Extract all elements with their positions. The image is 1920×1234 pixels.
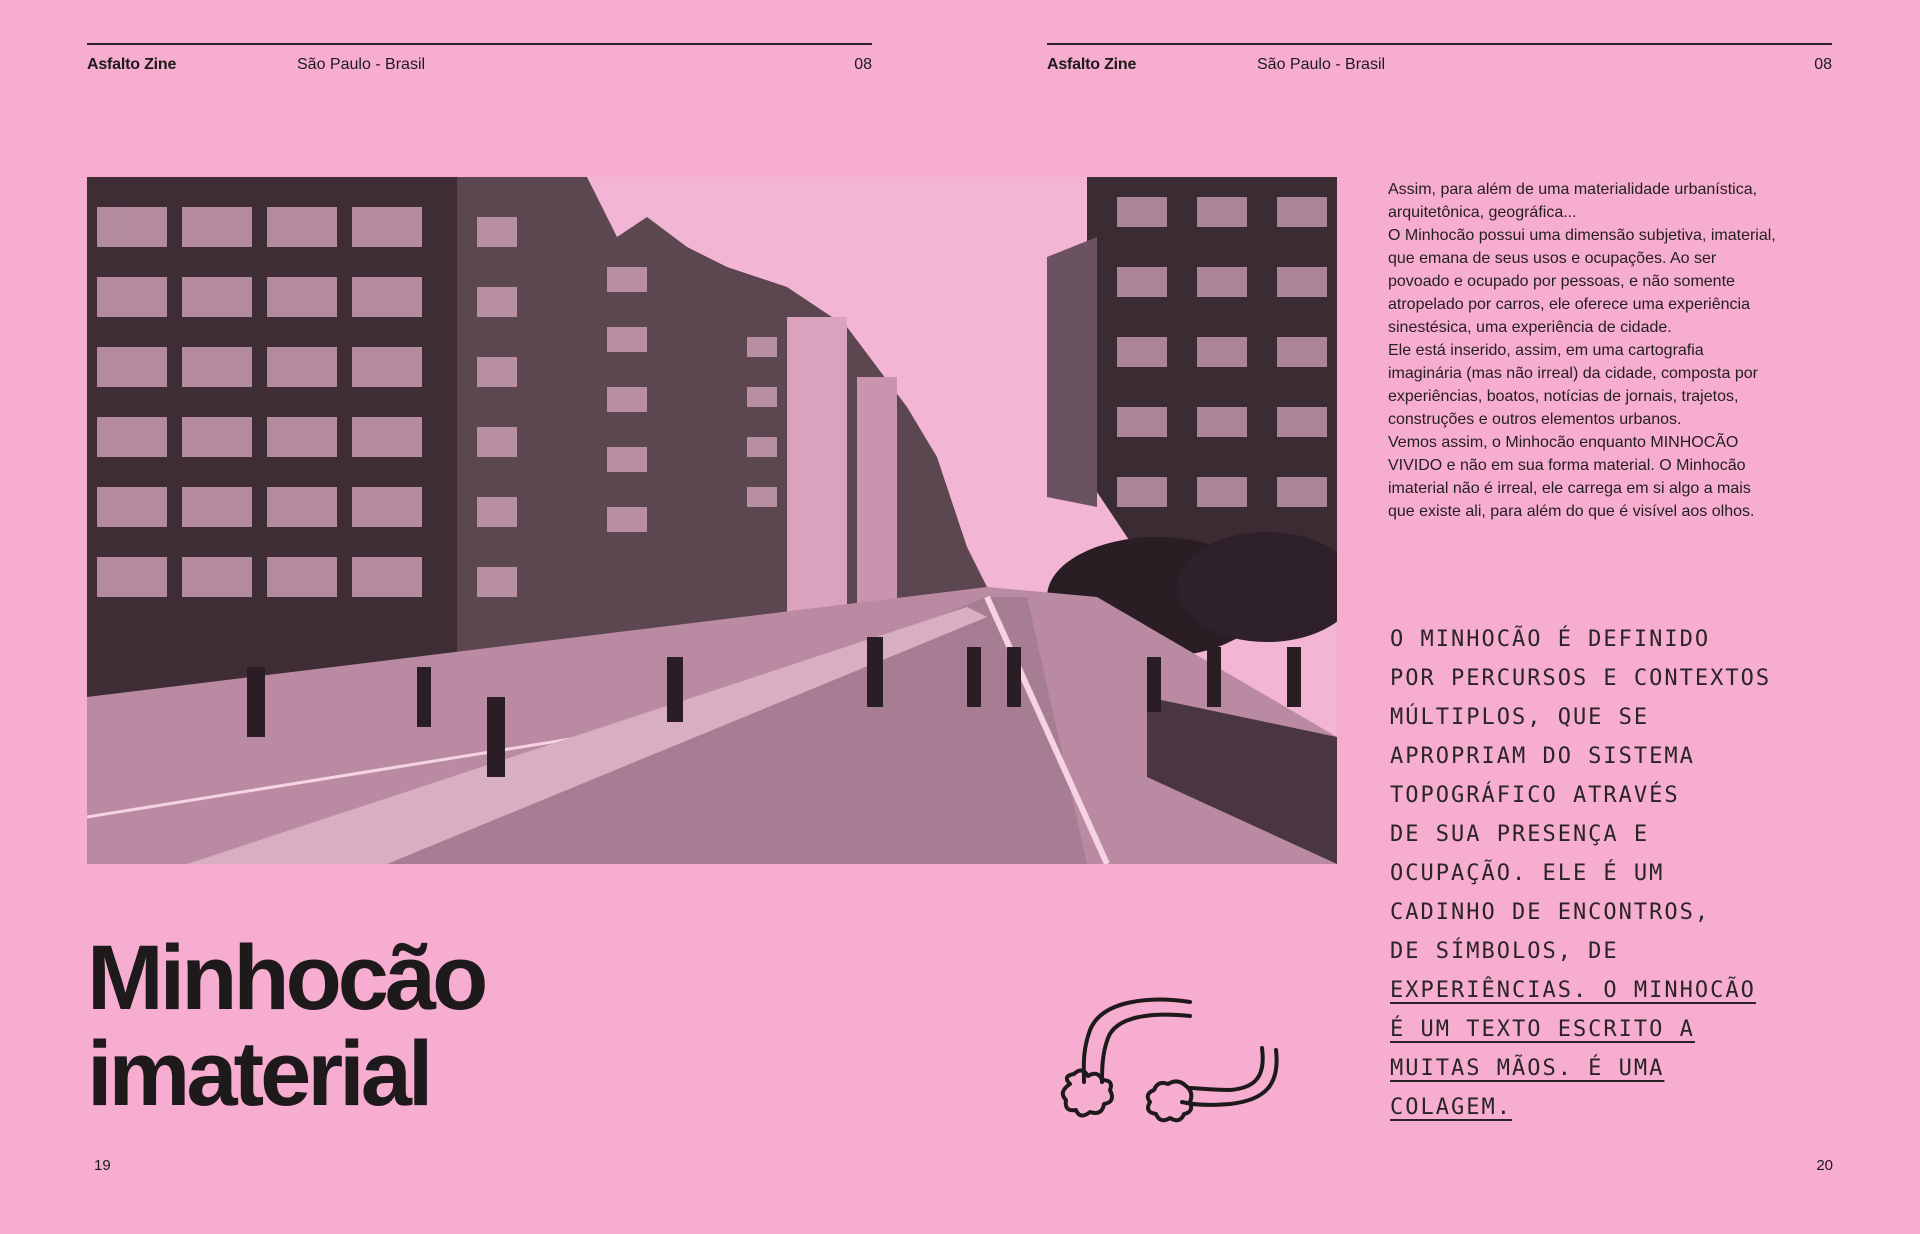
handwritten-line: APROPRIAM DO SISTEMA: [1390, 744, 1695, 769]
header-location: São Paulo - Brasil: [1257, 56, 1386, 73]
header-page-number: 08: [1814, 56, 1832, 73]
folio-right: 20: [1816, 1157, 1833, 1174]
title-line-1: Minhocão: [87, 927, 485, 1029]
handwritten-line: MÚLTIPLOS, QUE SE: [1390, 705, 1650, 730]
body-paragraph: Assim, para além de uma materialidade urbanística, arquitetônica, geográfica...: [1388, 181, 1758, 221]
folio-left: 19: [94, 1157, 111, 1174]
right-page: [960, 0, 1920, 1234]
body-paragraph: Vemos assim, o Minhocão enquanto MINHOCÃO VIVIDO e não em sua forma material. O Minhocão imaterial não é irreal, ele carrega em si algo a mais que existe ali, para além do que é visível aos olhos.: [1388, 434, 1755, 520]
header-page-number: 08: [854, 56, 872, 73]
body-paragraph: O Minhocão possui uma dimensão subjetiva, imaterial, que emana de seus usos e ocupações. Ao ser povoado e ocupado por pessoas, e não somente atropelado por carros, ele oferece uma experiência sinestésica, uma experiência de cidade.: [1388, 227, 1776, 336]
body-paragraph: Ele está inserido, assim, em uma cartografia imaginária (mas não irreal) da cidade, composta por experiências, boatos, notícias de jornais, trajetos, construções e outros elementos urbanos.: [1388, 342, 1758, 428]
title-line-2: imaterial: [87, 1023, 430, 1125]
header-zine-name: Asfalto Zine: [1047, 56, 1137, 73]
handwritten-line: TOPOGRÁFICO ATRAVÉS: [1390, 783, 1680, 808]
handwritten-note: [1390, 620, 1810, 1127]
handwritten-line: DE SÍMBOLOS, DE: [1390, 939, 1619, 964]
handwritten-line: DE SUA PRESENÇA E: [1390, 822, 1650, 847]
handwritten-line: EXPERIÊNCIAS. O MINHOCÃO: [1390, 978, 1756, 1003]
handwritten-line: O MINHOCÃO É DEFINIDO: [1390, 627, 1711, 652]
hands-doodle-icon: [1040, 990, 1290, 1130]
header-rule: [87, 43, 872, 45]
header-location: São Paulo - Brasil: [297, 56, 426, 73]
handwritten-line: POR PERCURSOS E CONTEXTOS: [1390, 666, 1772, 691]
handwritten-line: OCUPAÇÃO. ELE É UM: [1390, 861, 1665, 886]
handwritten-line: COLAGEM.: [1390, 1095, 1512, 1120]
handwritten-line: CADINHO DE ENCONTROS,: [1390, 900, 1711, 925]
page-title: [87, 927, 485, 1125]
header-zine-name: Asfalto Zine: [87, 56, 177, 73]
header-rule: [1047, 43, 1832, 45]
body-text: [1388, 178, 1778, 523]
handwritten-line: É UM TEXTO ESCRITO A: [1390, 1017, 1695, 1042]
handwritten-line: MUITAS MÃOS. É UMA: [1390, 1056, 1665, 1081]
